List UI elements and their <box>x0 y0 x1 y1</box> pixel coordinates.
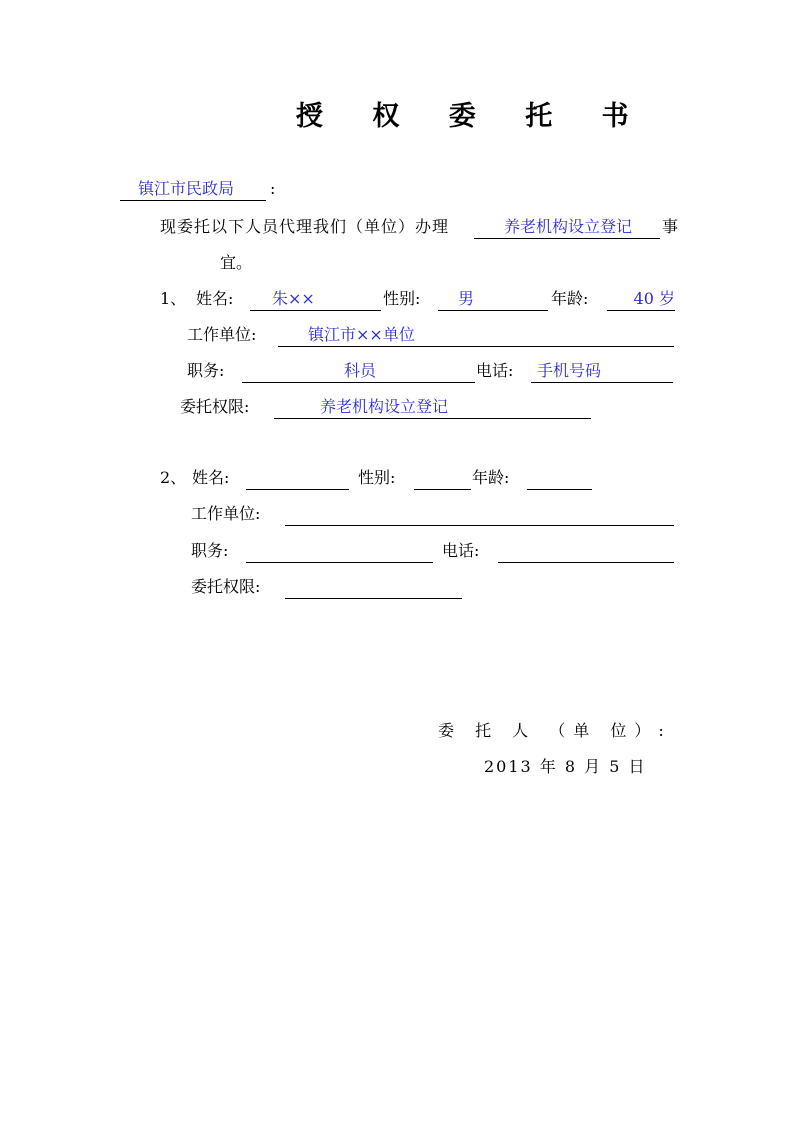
person2-authority-field <box>285 576 462 599</box>
person1-position-value: 科员 <box>344 361 377 380</box>
person1-authority-field <box>274 396 591 419</box>
person1-gender-value: 男 <box>458 289 475 308</box>
person1-position-label: 职务: <box>187 361 225 380</box>
person2-name-label: 姓名: <box>192 468 230 487</box>
person1-authority-value: 养老机构设立登记 <box>320 397 449 416</box>
principal-label: 委 托 人 （单 位）: <box>438 721 672 740</box>
person2-age-field <box>527 467 592 490</box>
person1-phone-value: 手机号码 <box>537 361 602 380</box>
person2-phone-field <box>498 540 674 563</box>
person2-age-label: 年龄: <box>472 468 510 487</box>
addressee-colon: : <box>270 179 276 198</box>
person1-age-field <box>607 288 675 311</box>
person1-phone-field <box>531 360 673 383</box>
person1-authority-label: 委托权限: <box>180 397 250 416</box>
intro-suffix-2: 宜。 <box>220 253 253 272</box>
person1-unit-field <box>278 324 674 347</box>
person2-phone-label: 电话: <box>442 541 480 560</box>
person2-position-field <box>246 540 433 563</box>
intro-prefix: 现委托以下人员代理我们（单位）办理 <box>160 217 450 236</box>
person2-gender-label: 性别: <box>358 468 396 487</box>
person1-age-label: 年龄: <box>551 289 589 308</box>
person1-name-field <box>250 288 381 311</box>
person1-unit-label: 工作单位: <box>187 325 257 344</box>
person2-unit-field <box>285 503 674 526</box>
person2-name-field <box>246 467 349 490</box>
addressee-value: 镇江市民政局 <box>138 179 235 198</box>
person2-index: 2、 <box>160 468 187 487</box>
intro-suffix-1: 事 <box>662 217 679 236</box>
intro-task-field <box>474 216 660 239</box>
person1-gender-label: 性别: <box>383 289 421 308</box>
person1-gender-field <box>438 288 548 311</box>
sign-date: 2013 年 8 月 5 日 <box>484 757 647 776</box>
person1-unit-value: 镇江市××单位 <box>308 325 415 344</box>
document-title: 授 权 委 托 书 <box>296 101 649 132</box>
person1-phone-label: 电话: <box>476 361 514 380</box>
addressee-field <box>120 178 266 201</box>
intro-task-value: 养老机构设立登记 <box>504 217 633 236</box>
person2-authority-label: 委托权限: <box>191 577 261 596</box>
person2-position-label: 职务: <box>191 541 229 560</box>
person1-index: 1、 <box>160 289 187 308</box>
person2-gender-field <box>414 467 471 490</box>
person2-unit-label: 工作单位: <box>191 504 261 523</box>
person1-position-field <box>242 360 475 383</box>
person1-name-label: 姓名: <box>196 289 234 308</box>
person1-age-value: 40 岁 <box>633 289 675 308</box>
person1-name-value: 朱×× <box>272 289 315 308</box>
